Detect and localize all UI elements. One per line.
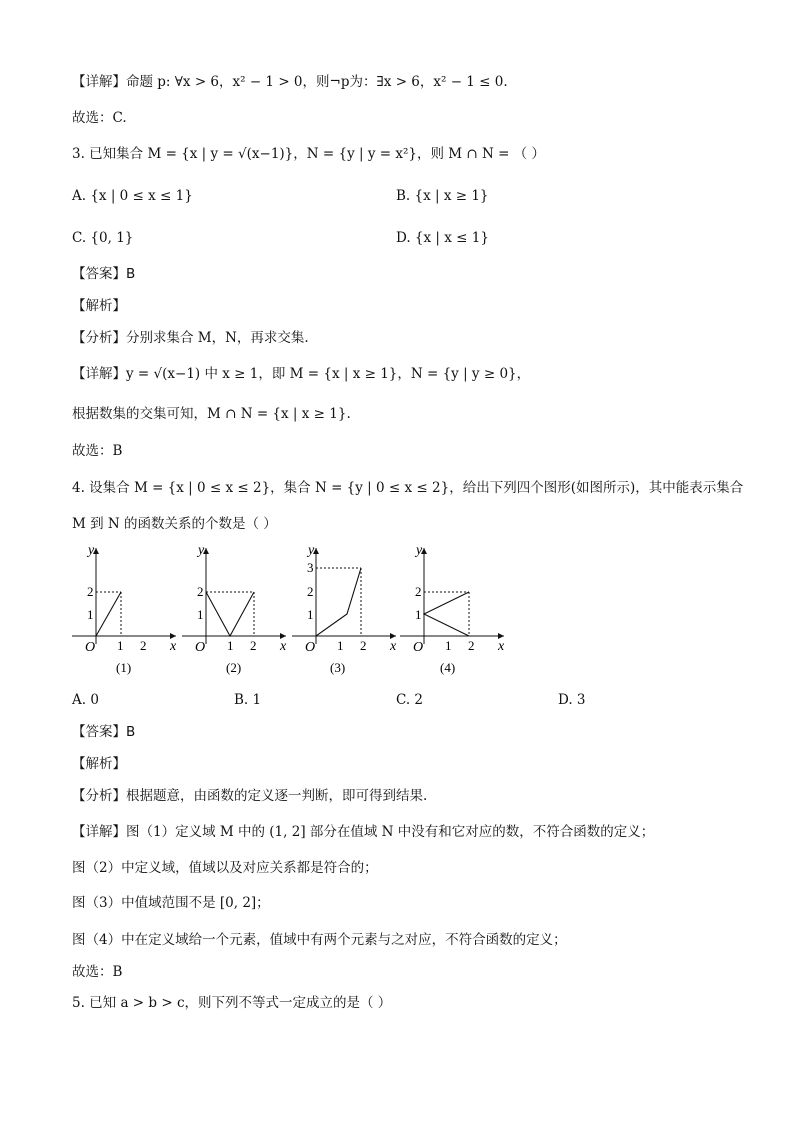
x-axis-label: x — [280, 639, 287, 654]
tick-x-2: 2 — [468, 638, 475, 653]
x-axis-label: x — [170, 639, 177, 654]
tick-y-1: 1 — [87, 607, 94, 622]
x-axis-label: x — [498, 639, 505, 654]
detail-q4-1: 【详解】图（1）定义域 M 中的 (1, 2] 部分在值域 N 中没有和它对应的数，不符合函数的定义； — [72, 824, 655, 840]
y-axis-label: y — [308, 543, 315, 558]
answer-q4: 【答案】B — [72, 724, 136, 740]
tick-x-1: 1 — [337, 638, 344, 653]
tick-x-2: 2 — [140, 638, 147, 653]
q3-option-a: A. {x | 0 ≤ x ≤ 1} — [72, 188, 193, 204]
analysis-heading-q4: 【解析】 — [72, 756, 126, 772]
origin-label: O — [85, 640, 96, 655]
tick-y-2: 2 — [197, 584, 204, 599]
graph-2-curve — [206, 592, 254, 636]
graph-1-curve — [96, 592, 121, 636]
tick-x-1: 1 — [445, 638, 452, 653]
q3-option-c: C. {0, 1} — [72, 230, 134, 246]
y-axis-label: y — [88, 543, 95, 558]
detail-line-q2: 【详解】命题 p: ∀x > 6，x² − 1 > 0，则¬p为：∃x > 6，x² − 1 ≤ 0. — [72, 74, 508, 90]
detail-q4-2: 图（2）中定义域，值域以及对应关系都是符合的； — [72, 860, 378, 876]
question-4-cont: M 到 N 的函数关系的个数是（ ） — [72, 516, 277, 532]
question-4: 4. 设集合 M = {x | 0 ≤ x ≤ 2}，集合 N = {y | 0 ≤ x ≤ 2}，给出下列四个图形(如图所示)，其中能表示集合 — [72, 480, 744, 496]
q4-option-b: B. 1 — [234, 692, 262, 708]
graph-4 — [398, 540, 508, 680]
choice-line-q4: 故选：B — [72, 964, 123, 980]
graph-2-caption: (2) — [226, 660, 242, 675]
q3-option-b: B. {x | x ≥ 1} — [396, 188, 489, 204]
detail-q3: 【详解】y = √(x−1) 中 x ≥ 1，即 M = {x | x ≥ 1}，N = {y | y ≥ 0}， — [72, 366, 531, 382]
question-5: 5. 已知 a > b > c，则下列不等式一定成立的是（ ） — [72, 995, 392, 1011]
y-axis-label: y — [198, 543, 205, 558]
tick-y-1: 1 — [307, 607, 314, 622]
origin-label: O — [305, 640, 316, 655]
q4-option-a: A. 0 — [72, 692, 99, 708]
tick-y-1: 1 — [415, 607, 422, 622]
x-axis-label: x — [390, 639, 397, 654]
question-3: 3. 已知集合 M = {x | y = √(x−1)}，N = {y | y = x²}，则 M ∩ N = （ ） — [72, 146, 545, 162]
origin-label: O — [195, 640, 206, 655]
graph-3-caption: (3) — [330, 660, 346, 675]
choice-line-q3: 故选：B — [72, 443, 123, 459]
tick-x-2: 2 — [360, 638, 367, 653]
q4-option-d: D. 3 — [558, 692, 586, 708]
tick-x-2: 2 — [250, 638, 257, 653]
tick-y-3: 3 — [307, 560, 314, 575]
graph-4-caption: (4) — [440, 660, 456, 675]
graph-3-curve — [316, 568, 361, 636]
analysis-heading-q3: 【解析】 — [72, 298, 126, 314]
detail-q4-3: 图（3）中值域范围不是 [0, 2]； — [72, 895, 270, 911]
answer-q3: 【答案】B — [72, 266, 136, 282]
tick-x-1: 1 — [227, 638, 234, 653]
q3-option-d: D. {x | x ≤ 1} — [396, 230, 489, 246]
y-axis-label: y — [416, 543, 423, 558]
graph-4-curve — [424, 592, 469, 636]
detail-q3-cont: 根据数集的交集可知，M ∩ N = {x | x ≥ 1}. — [72, 406, 351, 422]
tick-y-2: 2 — [415, 584, 422, 599]
choice-line-q2: 故选：C. — [72, 110, 127, 126]
detail-q4-4: 图（4）中在定义域给一个元素，值域中有两个元素与之对应，不符合函数的定义； — [72, 932, 567, 948]
graph-1-caption: (1) — [116, 660, 132, 675]
analysis-q3: 【分析】分别求集合 M，N，再求交集. — [72, 330, 309, 346]
tick-y-2: 2 — [87, 584, 94, 599]
graph-2 — [180, 540, 290, 680]
q4-option-c: C. 2 — [396, 692, 424, 708]
graph-3 — [290, 540, 400, 680]
analysis-q4: 【分析】根据题意，由函数的定义逐一判断，即可得到结果. — [72, 788, 428, 804]
tick-x-1: 1 — [117, 638, 124, 653]
tick-y-2: 2 — [307, 584, 314, 599]
tick-y-1: 1 — [197, 607, 204, 622]
graph-1 — [70, 540, 180, 680]
origin-label: O — [413, 640, 424, 655]
